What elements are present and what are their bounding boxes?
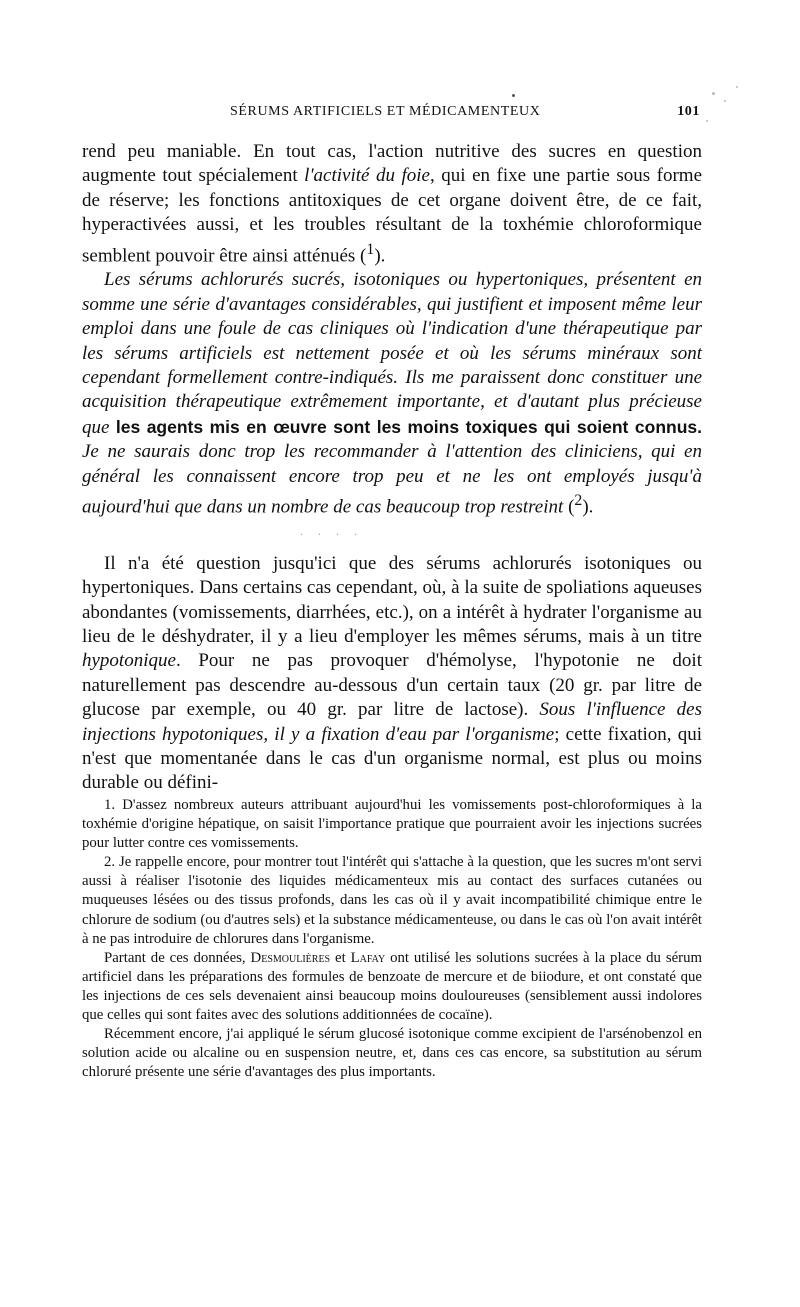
text-run: ). (582, 496, 594, 518)
print-speck (724, 100, 726, 102)
footnote-ref: 1 (366, 240, 375, 258)
paragraph-2 (82, 268, 702, 519)
print-speck (706, 120, 708, 122)
text-run: Il n'a été question jusqu'ici que des sérums achlorurés isotoniques ou hypertoniques. Dans certains cas cependant, où, à la suite de spoliations aqueuses abondantes (vomissements, diarrhées, etc.), on a intérêt à hydrater l'organisme au lieu de le déshydrater, il y a lieu d'employer les mêmes sérums, mais à un titre (82, 552, 702, 647)
text-run: ). (374, 244, 386, 266)
text-run: ont utilisé les solutions sucrées à la place du sérum artificiel dans les préparations des formules de benzoate de mercure et de biiodure, et ont constaté que les injections de ces sels devenaient ainsi beaucoup moins douloureuses (sensiblement aussi indolores que celles qui sont faites avec des solutions additionnées de cocaïne). (82, 949, 703, 1024)
bold-run: les agents mis en œuvre sont les moins toxiques qui soient connus. (115, 416, 702, 437)
italic-run: Je ne saurais donc trop les recommander à l'attention des cliniciens, qui en général les connaissent encore trop peu et ne les ont employés jusqu'à aujourd'hui que dans un nombre de cas beaucoup trop restreint (82, 441, 702, 518)
text-run: et (330, 949, 351, 966)
text-run: rend peu maniable. En tout cas, l'action nutritive des sucres en question augmente tout spécialement (82, 141, 702, 187)
footnote-1: 1. D'assez nombreux auteurs attribuant aujourd'hui les vomissements post-chloroformiques à la toxhémie d'origine hépatique, on saisit l'importance pratique que pourraient avoir les injections sucrées pour lutter contre ces vomissements. (82, 797, 702, 852)
section-separator: . . . . (300, 524, 363, 538)
text-run: . Pour ne pas provoquer d'hémolyse, l'hypotonie ne doit naturellement pas descendre au-dessous d'un certain taux (20 gr. par litre de glucose par exemple, ou 40 gr. par litre de lactose). (82, 650, 702, 721)
footnote-2: 2. Je rappelle encore, pour montrer tout l'intérêt qui s'attache à la question, que les sucres m'ont servi aussi à réaliser l'isotonie des liquides médicamenteux mis au contact des surfaces cutanées ou muqueuses lésées ou des tissus profonds, dans les cas où il y avait incompatibilité chimique entre le chlorure de sodium (ou d'autres sels) et la substance médicamenteuse, ou dans le cas où l'on avait intérêt à ne pas introduire de chlorures dans l'organisme. (82, 854, 702, 947)
text-run: ; cette fixation, qui n'est que momentanée dans le cas d'un organisme normal, est plus ou moins durable ou défini- (82, 723, 702, 794)
print-speck (512, 94, 515, 97)
italic-run: Sous l'influence des injections hypotoniques, il y a fixation d'eau par l'organisme (82, 699, 702, 745)
italic-run: l'activité du foie (304, 165, 430, 187)
running-title: SÉRUMS ARTIFICIELS ET MÉDICAMENTEUX (230, 104, 541, 119)
print-speck (712, 92, 715, 95)
text-run: Partant de ces données, (104, 949, 251, 966)
footnote-2-continued (82, 949, 702, 1025)
text-run: ( (563, 496, 575, 518)
text-run: , qui en fixe une partie sous forme de réserve; les fonctions antitoxiques de cet organe doivent être, de ce fait, hyperactivées aussi, et les troubles résultant de la toxhémie chloroformique semblent pouvoir être ainsi atténués ( (82, 165, 703, 266)
author-name: Desmoulières (250, 949, 331, 966)
author-name: Lafay (350, 949, 386, 966)
page-number: 101 (677, 104, 700, 119)
italic-run: Les sérums achlorurés sucrés, isotoniques ou hypertoniques, présentent en somme une série d'avantages considérables, qui justifient et imposent même leur emploi dans une foule de cas cliniques où l'indication d'une thérapeutique par les sérums artificiels est nettement posée et où les sérums minéraux sont cependant formellement contre-indiqués. Ils me paraissent donc constituer une acquisition thérapeutique extrêmement importante, et d'autant plus précieuse que (82, 269, 702, 438)
paragraph-3 (82, 552, 702, 796)
paragraph-1 (82, 140, 702, 268)
footnote-ref: 2 (574, 492, 583, 510)
footnote-2-final: Récemment encore, j'ai appliqué le sérum glucosé isotonique comme excipient de l'arsénobenzol en solution acide ou alcaline ou en suspension neutre, et, dans ces cas encore, sa substitution au sérum chloruré présente une série d'avantages des plus importants. (82, 1026, 702, 1081)
print-speck (736, 86, 738, 88)
italic-run: hypotonique (82, 650, 176, 672)
footnotes (82, 796, 702, 1082)
main-text (82, 140, 702, 796)
